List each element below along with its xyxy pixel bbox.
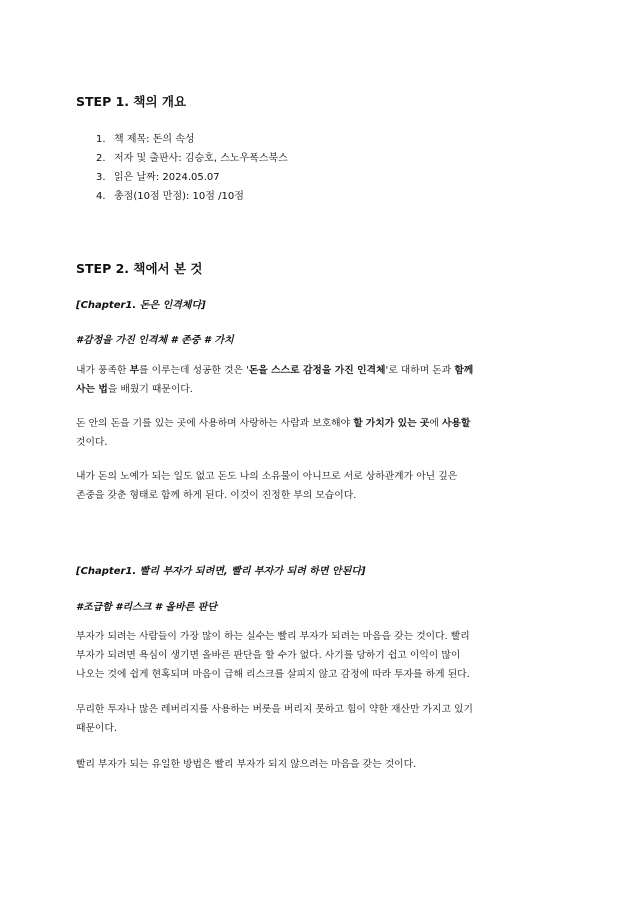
paragraph (76, 361, 566, 399)
list-text: 책 제목: 돈의 속성 (114, 134, 195, 145)
step1-heading: STEP 1. 책의 개요 (76, 94, 187, 109)
paragraph-line: 나오는 것에 쉽게 현혹되며 마음이 급해 리스크를 살피지 않고 감정에 따라 투자를 하게 된다. (76, 669, 470, 680)
paragraph-line: 내가 돈의 노예가 되는 일도 없고 돈도 나의 소유물이 아니므로 서로 상하관계가 아닌 깊은 (76, 471, 458, 482)
paragraph-line: 무리한 투자나 많은 레버리지를 사용하는 버릇을 버리지 못하고 힘이 약한 재산만 가지고 있기 (76, 704, 473, 715)
book-info-list (96, 130, 288, 206)
paragraph-line: 부자가 되려는 사람들이 가장 많이 하는 실수는 빨리 부자가 되려는 마음을 갖는 것이다. 빨리 (76, 631, 470, 642)
paragraph-line: 부자가 되려면 욕심이 생기면 올바른 판단을 할 수가 없다. 사기를 당하기 쉽고 이익이 많이 (76, 650, 461, 661)
paragraph-line: 때문이다. (76, 723, 117, 734)
paragraph (76, 467, 566, 505)
paragraph (76, 627, 566, 684)
list-item (96, 187, 288, 206)
list-number: 4. (96, 191, 106, 202)
list-item (96, 168, 288, 187)
list-number: 1. (96, 134, 106, 145)
list-number: 3. (96, 172, 106, 183)
paragraph-line: 빨리 부자가 되는 유일한 방법은 빨리 부자가 되지 않으려는 마음을 갖는 것이다. (76, 759, 417, 770)
paragraph-line: 사는 법을 배웠기 때문이다. (76, 384, 193, 395)
paragraph-line: 존중을 갖춘 형태로 함께 하게 된다. 이것이 진정한 부의 모습이다. (76, 490, 357, 501)
list-item (96, 149, 288, 168)
chapter-tags: #감정을 가진 인격체 # 존중 # 가치 (76, 335, 234, 346)
paragraph-line: 내가 풍족한 부를 이루는데 성공한 것은 '돈을 스스로 감정을 가진 인격체'로 대하며 돈과 함께 (76, 365, 474, 376)
chapter-title: [Chapter1. 돈은 인격체다] (76, 300, 206, 311)
list-number: 2. (96, 153, 106, 164)
list-text: 총점(10점 만점): 10점 /10점 (114, 191, 244, 202)
step2-heading: STEP 2. 책에서 본 것 (76, 261, 203, 276)
list-text: 저자 및 출판사: 김승호, 스노우폭스북스 (114, 153, 288, 164)
paragraph (76, 755, 566, 774)
paragraph-line: 것이다. (76, 437, 108, 448)
chapter-title: [Chapter1. 빨리 부자가 되려면, 빨리 부자가 되려 하면 안된다] (76, 566, 366, 577)
list-text: 읽은 날짜: 2024.05.07 (114, 172, 220, 183)
chapter-tags: #조급함 #리스크 # 올바른 판단 (76, 602, 218, 613)
paragraph-line: 돈 안의 돈을 기를 있는 곳에 사용하며 사랑하는 사람과 보호해야 할 가치가 있는 곳에 사용할 (76, 418, 471, 429)
paragraph (76, 700, 566, 738)
list-item (96, 130, 288, 149)
paragraph (76, 414, 566, 452)
